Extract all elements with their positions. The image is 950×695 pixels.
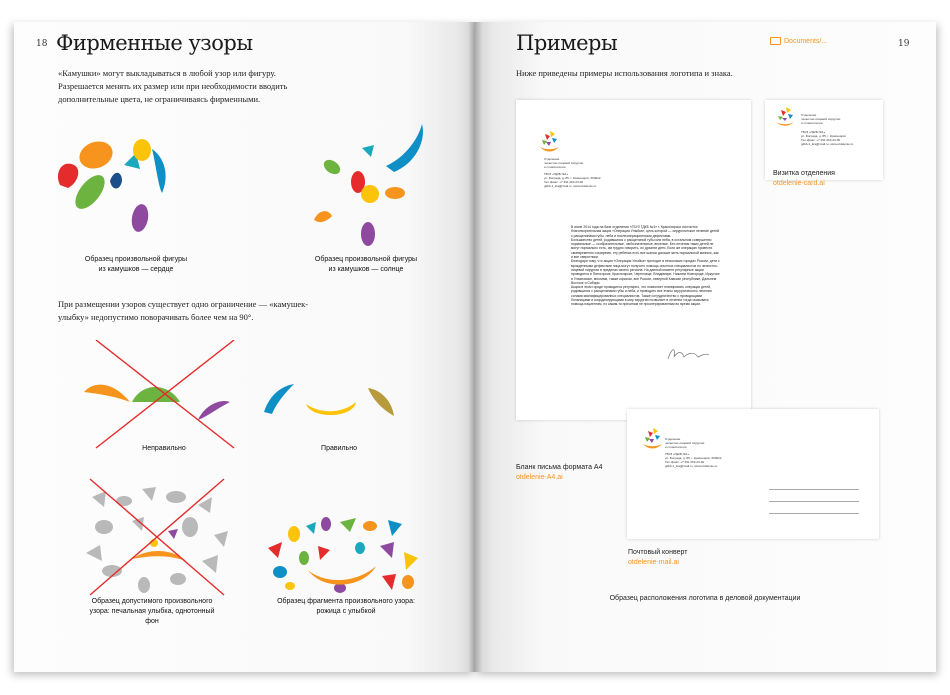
envelope-file-link[interactable]: otdelenie-mail.ai — [628, 559, 679, 566]
page-title-left: Фирменные узоры — [56, 31, 253, 55]
pebble-blue — [386, 124, 423, 172]
envelope — [627, 409, 879, 539]
folder-icon — [770, 37, 781, 45]
address-line-1 — [769, 489, 859, 490]
logo-icon — [641, 427, 663, 451]
address-line-3 — [769, 513, 859, 514]
smile-yellow — [306, 402, 356, 415]
sun-center — [361, 185, 379, 203]
smile-olive — [368, 388, 394, 416]
pebble-yellow — [133, 139, 151, 161]
pebble-orange-right — [385, 187, 405, 199]
funny-face-pattern — [264, 512, 419, 597]
card-contacts: ГБУЗ «ГДКБ №1» ул. Бограда, д. 85, г. Красноярск Тел./факс: +7 391 263-23-00 gdkb-1_kraj@mail.ru, www.otdelenie.ru — [801, 130, 854, 146]
letter-file-link[interactable]: otdelenie-A4.ai — [516, 474, 563, 481]
pebble-blue — [152, 149, 166, 193]
footer-caption: Образец расположения логотипа в деловой документации — [609, 595, 801, 602]
signature — [666, 345, 711, 365]
letterhead-org: Отделение челюстно-лицевой хирургии и стоматологии — [544, 157, 584, 169]
card-org: Отделение челюстно-лицевой хирургии и стоматологии — [801, 113, 841, 125]
label-wrong: Неправильно — [142, 445, 186, 452]
nav-label: Documents/... — [784, 37, 828, 45]
intro-paragraph-right: Ниже приведены примеры использования логотипа и знака. — [516, 68, 733, 78]
wrong-smile-example — [84, 340, 254, 450]
logo-icon — [538, 130, 560, 154]
envelope-label: Почтовый конверт — [628, 549, 688, 556]
heart-pebble-pattern — [52, 125, 182, 235]
sad-smile-pattern — [82, 477, 232, 602]
envelope-org: Отделение челюстно-лицевой хирургии и стоматологии — [665, 437, 705, 449]
caption-sad: Образец допустимого произвольного узора: печальная улыбка, однотонный фон — [89, 598, 215, 625]
right-smile-example — [264, 372, 424, 432]
caption-fun: Образец фрагмента произвольного узора: рожица с улыбкой — [277, 598, 415, 615]
book-spine — [468, 22, 482, 672]
smile-blue — [264, 384, 294, 414]
card-label: Визитка отделения — [773, 170, 835, 177]
letter-label: Бланк письма формата А4 — [516, 464, 603, 471]
letterhead-sheet — [516, 100, 751, 420]
pebble-purple — [361, 222, 375, 246]
card-file-link[interactable]: otdelenie-card.ai — [773, 180, 825, 187]
smile-purple — [198, 401, 230, 420]
letter-body: В июне 2014 года на базе отделения «ГБУЗ ГДКБ №1» г. Красноярска состоится благотворительная акция «Операция Улыбка», цель которой — хирургическое лечение детей с расщелинами губы, неба и послеоперационными дефектами. Большинство детей, родившихся с расщелиной губы или неба, в остальном совершенно нормальные — сообразительные, любознательные, веселые. Без лечения таких детей не могут нормально есть, им трудно говорить, их дразнят дети. Если же операцию провести своевременно и вовремя, эту ребенка есть все шансы дальше жить нормальной жизнью, как и все сверстники. Благодаря тому, что акция «Операция Улыбка» проходит в нескольких городах России, дети с врожденными дефектами лица могут получить помощь опытных специалистов по челюстно-лицевой хирургии в пределах своего региона. На данный момент регулярные акции проводятся в Пятигорске, Красноярске, Череповце, Владимире, Нижнем Новгороде, Иркутске и Ульяновске, многими, также офисом, все России, северной Кавказе республике, Дальнем Востоке и Сибири. Акция в этом городе проводится регулярно, что позволяет планировать операции детей, родившихся с расщелинами губы и неба, и проводить все этапы хирургического лечения силами квалифицированных специалистов. Также сотрудничество с проводящими больницами и координирующими в мир хирургии позволяет в лечении тогда оказывать помощь пациентам, по каким-то причинам не прооперированным во время акции. — [571, 225, 720, 307]
business-card — [765, 100, 883, 180]
left-page — [14, 22, 475, 672]
nav-breadcrumb[interactable] — [770, 37, 827, 45]
restriction-paragraph: При размещении узоров существует одно ограничение — «камушек-улыбку» недопустимо поворачивать более чем на 90°. — [58, 299, 309, 322]
page-number-left: 18 — [36, 39, 48, 49]
happy-smile — [308, 566, 376, 585]
pebble-orange — [76, 137, 117, 173]
caption-sun: Образец произвольной фигуры из камушков — солнце — [314, 256, 418, 273]
intro-paragraph-left: «Камушки» могут выкладываться в любой узор или фигуру. Разрешается менять их размер или при необходимости вводить дополнительные цвета, не ограничиваясь фирменными. — [58, 68, 288, 104]
caption-heart: Образец произвольной фигуры из камушков — сердце — [84, 256, 188, 273]
envelope-contacts: ГБУЗ «ГДКБ №1» ул. Бограда, д. 85, г. Красноярск, 660022 Тел./факс: +7 391 263-23-00 gdkb-1_kraj@mail.ru, www.otdelenie.ru — [665, 452, 722, 468]
right-page — [475, 22, 936, 672]
page-title-right: Примеры — [516, 31, 618, 55]
page-number-right: 19 — [898, 39, 910, 49]
pebble-navy — [110, 173, 122, 189]
smile-orange — [84, 385, 130, 402]
pebble-teal — [362, 145, 374, 157]
pebble-green — [321, 157, 343, 177]
label-right: Правильно — [321, 445, 357, 452]
pebble-orange-left — [314, 211, 332, 222]
sun-pebble-pattern — [294, 112, 424, 247]
address-line-2 — [769, 501, 859, 502]
letterhead-address: ГБУЗ «ГДКБ №1» ул. Бограда, д. 85, г. Красноярск, 660022 Тел./факс: +7 391 263-23-00 gdkb-1_kraj@mail.ru, www.otdelenie.ru — [544, 172, 601, 188]
pebble-purple — [130, 203, 151, 233]
logo-icon — [775, 106, 795, 128]
pebble-red — [58, 164, 78, 188]
